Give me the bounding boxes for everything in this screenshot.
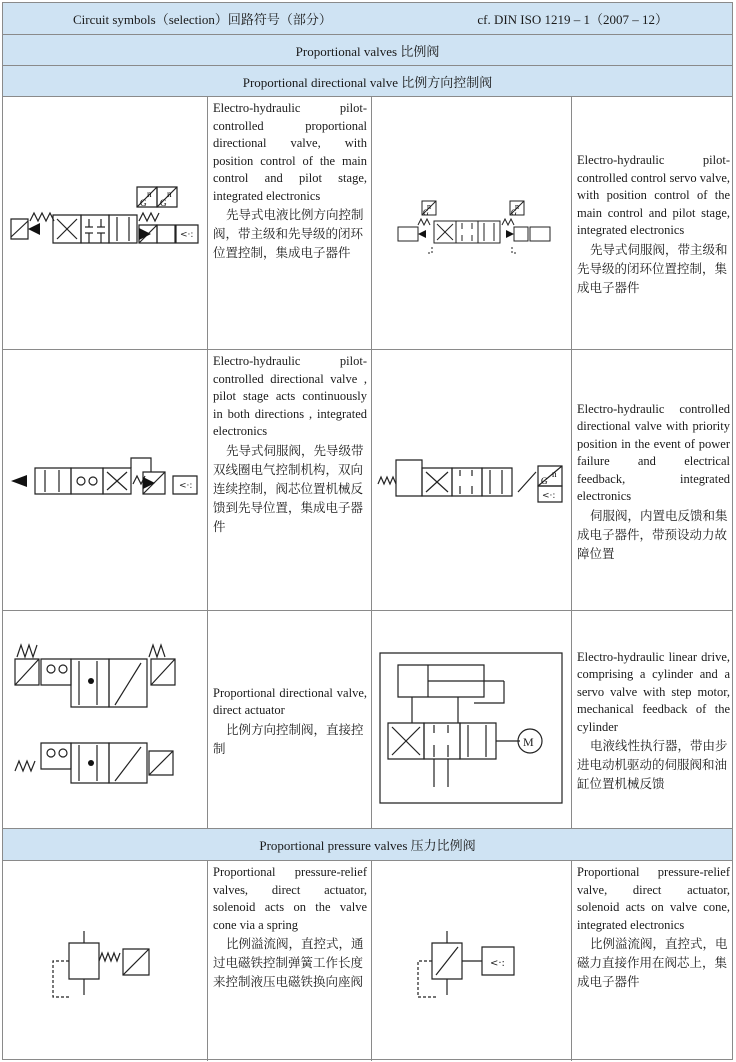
description-cn: 先导式伺服阀，先导级带双线圈电气控制机构，双向连续控制，阀芯位置机械反馈到先导位置，集成电子器件 [213, 442, 364, 534]
description-cell [208, 861, 372, 1061]
pressure-relief-valve-symbol [3, 861, 208, 1061]
symbol-cell [372, 861, 572, 1061]
n-label: n [167, 189, 172, 199]
section-title: Proportional valves 比例阀 [295, 43, 440, 59]
n-label: n [147, 189, 152, 199]
description-cn: 比例溢流阀，直控式，电磁力直接作用在阀芯上，集成电子器件 [577, 936, 728, 989]
table-row [3, 611, 732, 829]
servo-valve-symbol [372, 97, 572, 350]
description-en: Proportional pressure-relief valve, direct actuator, solenoid acts on valve cone, integrated electronics [577, 865, 730, 932]
n-label: n [427, 202, 431, 211]
g-label: G [140, 198, 147, 208]
description-cn: 电液线性执行器，带由步进电动机驱动的伺服阀和油缸位置机械反馈 [577, 738, 728, 792]
svg-text:M: M [523, 735, 534, 749]
section-proportional-valves [3, 35, 732, 66]
description-cell [572, 350, 734, 610]
description-en: Electro-hydraulic linear drive, comprising a cylinder and a servo valve with step motor, mechanical feedback of the cylinder [577, 649, 730, 734]
description-en: Electro-hydraulic controlled directional valve with priority position in the event of power failure and electrical feedback, integrated electronics [577, 401, 730, 503]
symbol-cell [3, 350, 208, 610]
g-label: G [541, 476, 548, 486]
symbol-cell [3, 861, 208, 1061]
description-en: Electro-hydraulic pilot-controlled directional valve , pilot stage acts continuously in both directions , integrated electronics [213, 354, 367, 438]
table-row [3, 97, 732, 350]
direct-proportional-valve-symbols [3, 611, 208, 829]
symbol-cell [372, 97, 572, 349]
description-en: Proportional directional valve, direct actuator [213, 685, 367, 717]
header-title: Circuit symbols（selection）回路符号（部分） [73, 12, 332, 27]
priority-position-valve-symbol [372, 350, 572, 611]
description-cell [572, 861, 734, 1061]
section-title: Proportional pressure valves 压力比例阀 [259, 838, 476, 853]
header-reference: cf. DIN ISO 1219 – 1（2007 – 12） [477, 12, 668, 27]
n-label: n [515, 202, 519, 211]
description-cn: 比例方向控制阀，直接控制 [213, 721, 364, 756]
description-cell [208, 611, 372, 828]
svg-text:<·:: <·: [179, 481, 193, 491]
pilot-directional-valve-symbol [3, 350, 208, 611]
description-en: Electro-hydraulic pilot-controlled control servo valve, with position control of the main control and pilot stage, integrated electronics [577, 153, 730, 238]
section-directional-valve [3, 66, 732, 97]
g-label: G [423, 208, 429, 217]
description-cell [572, 97, 734, 349]
symbol-cell [372, 611, 572, 828]
pilot-proportional-valve-symbol [3, 97, 208, 350]
description-cell [572, 611, 734, 828]
svg-text:<·:: <·: [542, 491, 556, 501]
g-label: G [511, 208, 517, 217]
n-label: n [552, 469, 557, 479]
circuit-symbols-table [2, 2, 733, 1060]
description-en: Proportional pressure-relief valves, direct actuator, solenoid acts on the valve cone via a spring [213, 865, 367, 932]
svg-text:<·:: <·: [180, 230, 194, 240]
description-en: Electro-hydraulic pilot-controlled proportional directional valve, with position control of the main control and pilot stage, integrated electronics [213, 101, 367, 203]
description-cn: 比例溢流阀，直控式，通过电磁铁控制弹簧工作长度来控制液压电磁铁换向座阀 [213, 936, 364, 989]
symbol-cell [3, 97, 208, 349]
description-cn: 伺服阀，内置电反馈和集成电子器件，带预设动力故障位置 [577, 507, 728, 561]
description-cell [208, 97, 372, 349]
table-row [3, 861, 732, 1061]
linear-drive-symbol [372, 611, 572, 829]
table-header [3, 3, 732, 35]
description-cell [208, 350, 372, 610]
description-cn: 先导式电液比例方向控制阀，带主级和先导级的闭环位置控制，集成电子器件 [213, 207, 364, 260]
g-label: G [160, 198, 167, 208]
description-cn: 先导式伺服阀，带主级和先导级的闭环位置控制，集成电子器件 [577, 241, 728, 295]
symbol-cell [372, 350, 572, 610]
symbol-cell [3, 611, 208, 828]
section-title: Proportional directional valve 比例方向控制阀 [242, 74, 493, 90]
svg-text:<·:: <·: [490, 958, 505, 969]
table-row [3, 350, 732, 611]
pressure-relief-electronic-symbol [372, 861, 572, 1061]
section-pressure-valves [3, 829, 732, 861]
